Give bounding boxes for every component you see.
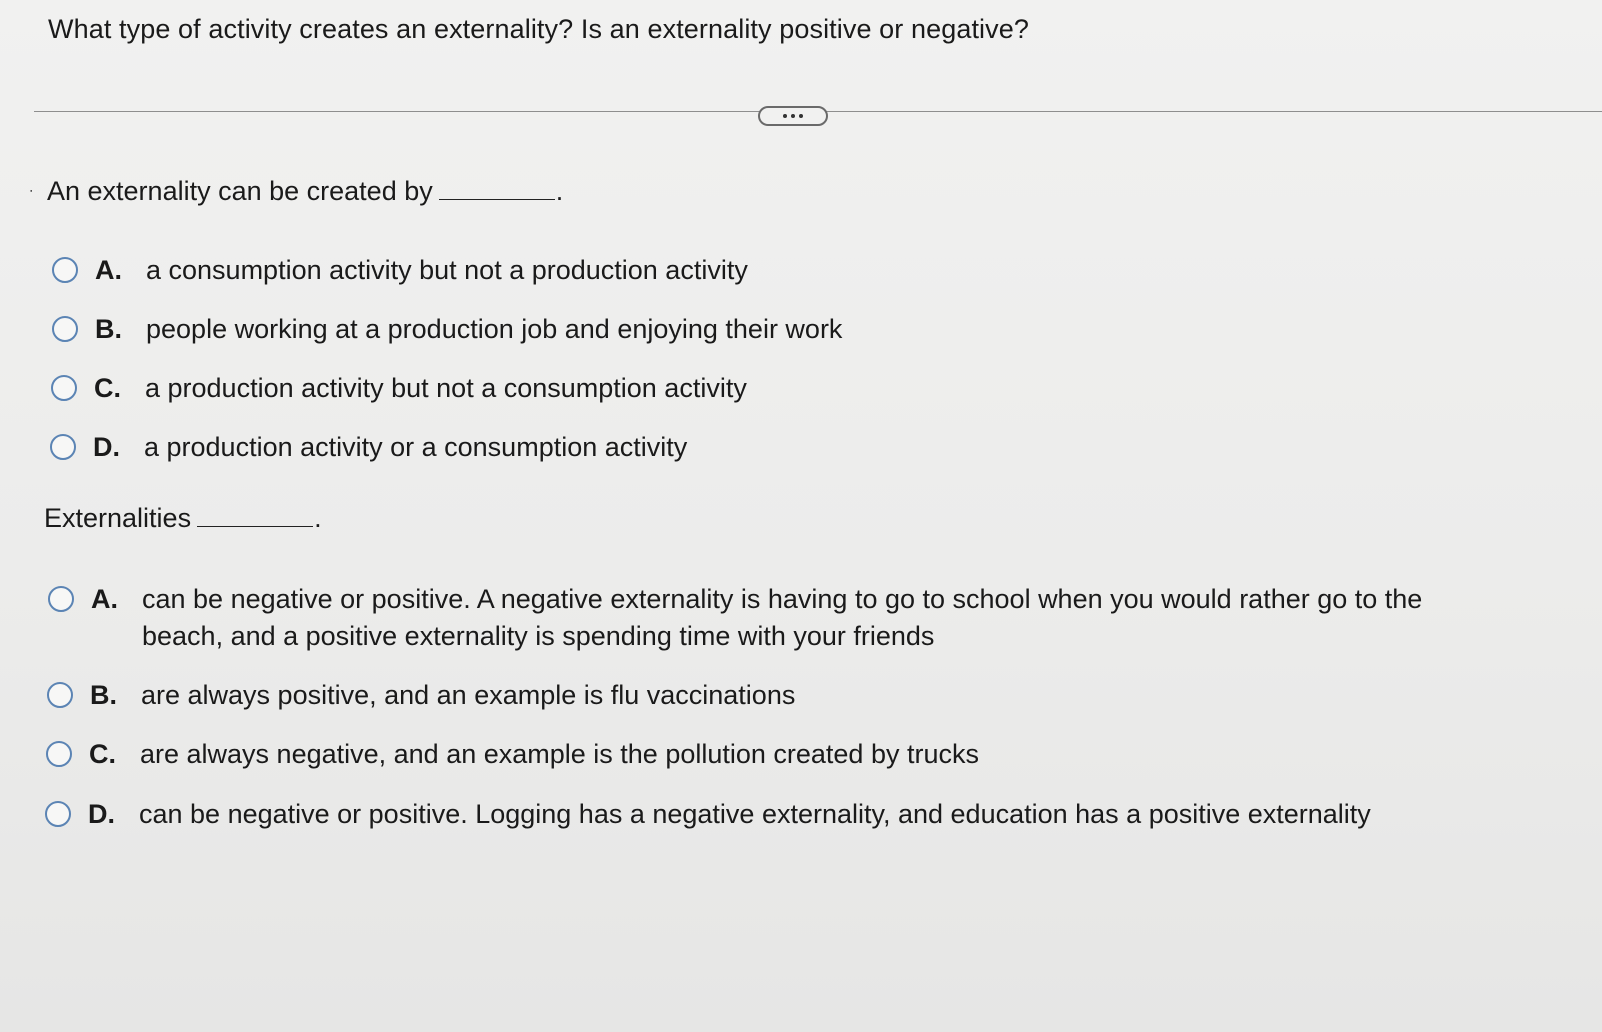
radio-button-icon[interactable] <box>52 257 78 283</box>
ellipsis-icon <box>791 114 795 118</box>
option-text: a consumption activity but not a production activity <box>146 255 748 285</box>
radio-button-icon[interactable] <box>45 801 71 827</box>
part2-option-c[interactable] <box>46 736 979 773</box>
radio-button-icon[interactable] <box>52 316 78 342</box>
option-text: are always negative, and an example is the pollution created by trucks <box>140 739 979 769</box>
option-text: a production activity but not a consumption activity <box>145 373 747 403</box>
part2-prompt-text: Externalities <box>44 503 192 533</box>
part2-period: . <box>314 503 322 533</box>
question-text: What type of activity creates an externality? Is an externality positive or negative? <box>48 14 1029 44</box>
option-letter: C. <box>89 739 116 769</box>
radio-button-icon[interactable] <box>46 741 72 767</box>
radio-button-icon[interactable] <box>50 434 76 460</box>
part1-option-d[interactable] <box>50 429 687 466</box>
more-options-button[interactable] <box>758 106 828 126</box>
option-letter: B. <box>95 314 122 344</box>
collapse-marker-icon[interactable]: ‧ <box>29 183 34 199</box>
part2-option-a[interactable] <box>48 581 1482 655</box>
option-text: a production activity or a consumption activity <box>144 432 688 462</box>
radio-button-icon[interactable] <box>48 586 74 612</box>
part1-prompt <box>47 176 563 207</box>
option-text: can be negative or positive. A negative externality is having to go to school when you would rather go to the beach, and a positive externality is spending time with your friends <box>142 584 1423 651</box>
option-letter: B. <box>90 680 117 710</box>
part1-period: . <box>555 176 564 206</box>
option-text: can be negative or positive. Logging has a negative externality, and education has a positive externality <box>139 799 1371 829</box>
part1-prompt-text: An externality can be created by <box>47 176 433 206</box>
option-letter: D. <box>93 432 120 462</box>
option-letter: C. <box>94 373 121 403</box>
ellipsis-icon <box>799 114 803 118</box>
part2-option-b[interactable] <box>47 677 795 714</box>
option-letter: A. <box>95 255 122 285</box>
part2-prompt <box>44 503 322 534</box>
option-text: are always positive, and an example is flu vaccinations <box>141 680 796 710</box>
option-letter: A. <box>91 584 118 614</box>
part2-option-d[interactable] <box>45 796 1371 833</box>
answer-blank <box>197 504 313 527</box>
answer-blank <box>439 177 555 200</box>
ellipsis-icon <box>783 114 787 118</box>
radio-button-icon[interactable] <box>51 375 77 401</box>
part1-option-b[interactable] <box>52 311 842 348</box>
option-text: people working at a production job and enjoying their work <box>146 314 843 344</box>
part1-option-a[interactable] <box>52 252 748 289</box>
part1-option-c[interactable] <box>51 370 747 407</box>
option-letter: D. <box>88 799 115 829</box>
radio-button-icon[interactable] <box>47 682 73 708</box>
